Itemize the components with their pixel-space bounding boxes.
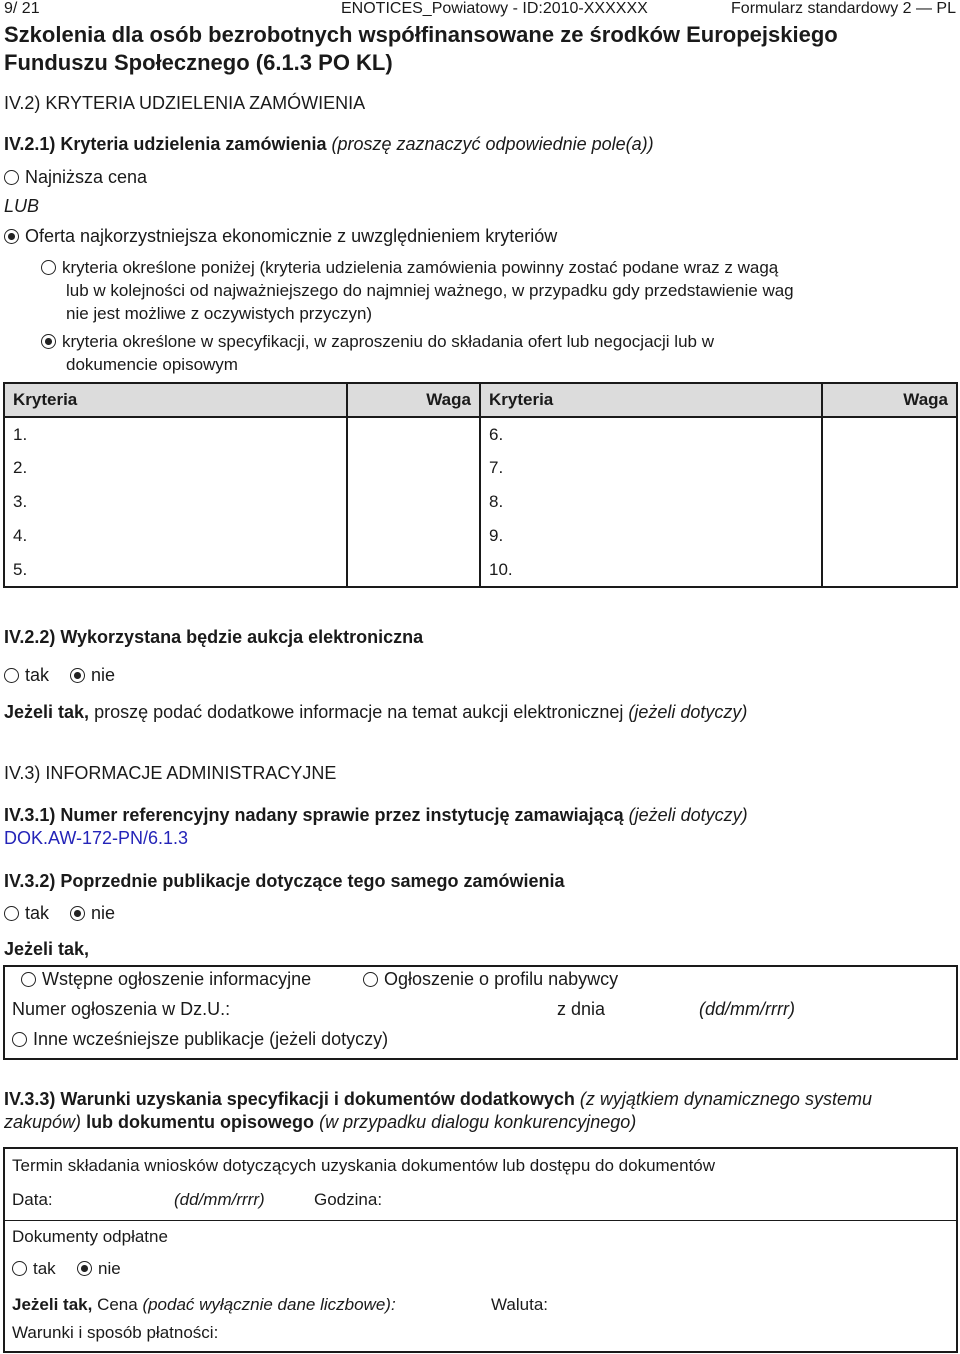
option-prior-information-label: Wstępne ogłoszenie informacyjne	[42, 969, 312, 989]
reference-number: DOK.AW-172-PN/6.1.3	[4, 828, 189, 848]
criteria-cell: 8.	[488, 492, 504, 511]
auction-ifyes-hint: (jeżeli dotyczy)	[628, 702, 748, 722]
criteria-cell: 3.	[4, 485, 347, 519]
option-criteria-below[interactable]	[41, 258, 778, 278]
subsection-iv33-title: IV.3.3) Warunki uzyskania specyfikacji i dokumentów dodatkowych	[4, 1089, 575, 1109]
auction-no[interactable]	[70, 665, 115, 686]
paid-no-label: nie	[98, 1259, 121, 1278]
criteria-header-1: Kryteria	[4, 383, 347, 417]
radio-meat[interactable]	[4, 229, 19, 244]
weight-cell[interactable]	[347, 553, 480, 587]
radio-criteria-below[interactable]	[41, 260, 56, 275]
criteria-cell: 2.	[4, 451, 347, 485]
subsection-iv21-hint: (proszę zaznaczyć odpowiednie pole(a))	[331, 134, 654, 154]
paid-yes-label: tak	[33, 1259, 56, 1278]
weight-cell[interactable]	[822, 485, 957, 519]
subsection-iv21	[4, 134, 654, 155]
weight-cell[interactable]	[822, 519, 957, 553]
auction-no-label: nie	[91, 665, 116, 685]
radio-prior-pub-no[interactable]	[70, 906, 85, 921]
deadline-date-format: (dd/mm/rrrr)	[174, 1190, 265, 1209]
price-label: Cena	[97, 1295, 138, 1314]
auction-yes-label: tak	[25, 665, 50, 685]
option-meat[interactable]	[4, 226, 557, 247]
table-row	[4, 417, 957, 451]
option-buyer-profile[interactable]	[363, 969, 618, 990]
document-title-line-2: Funduszu Społecznego (6.1.3 PO KL)	[4, 50, 393, 75]
option-prior-information[interactable]	[21, 969, 311, 990]
radio-auction-yes[interactable]	[4, 668, 19, 683]
section-heading-iv3: IV.3) INFORMACJE ADMINISTRACYJNE	[4, 763, 337, 783]
payment-terms-label: Warunki i sposób płatności:	[12, 1323, 219, 1342]
option-other-publications-label: Inne wcześniejsze publikacje (jeżeli dotyczy)	[33, 1029, 389, 1049]
option-other-publications[interactable]	[12, 1029, 388, 1050]
subsection-iv33-title-b: lub dokumentu opisowego	[86, 1112, 315, 1132]
option-buyer-profile-label: Ogłoszenie o profilu nabywcy	[384, 969, 619, 989]
radio-lowest-price[interactable]	[4, 170, 19, 185]
paid-no[interactable]	[77, 1259, 121, 1279]
criteria-cell: 7.	[488, 458, 504, 477]
auction-yes[interactable]	[4, 665, 49, 686]
deadline-label: Termin składania wniosków dotyczących uzyskania dokumentów lub dostępu do dokumentów	[12, 1156, 716, 1175]
criteria-spec-line-1: kryteria określone w specyfikacji, w zaproszeniu do składania ofert lub negocjacji lub w	[62, 332, 714, 351]
subsection-iv33-line-1	[4, 1089, 872, 1110]
prior-pub-no[interactable]	[70, 903, 115, 924]
prior-pub-ifyes: Jeżeli tak,	[4, 939, 90, 959]
subsection-iv33-hint-b: zakupów)	[4, 1112, 82, 1132]
weight-cell[interactable]	[822, 451, 957, 485]
document-title-line-1: Szkolenia dla osób bezrobotnych współfinansowane ze środków Europejskiego	[4, 22, 838, 47]
weight-cell[interactable]	[347, 485, 480, 519]
table-row	[4, 451, 957, 485]
weight-header-2: Waga	[822, 383, 957, 417]
table-row	[4, 485, 957, 519]
subsection-iv31	[4, 805, 748, 826]
section-heading-iv2: IV.2) KRYTERIA UDZIELENIA ZAMÓWIENIA	[4, 93, 366, 113]
prior-pub-yes[interactable]	[4, 903, 49, 924]
auction-ifyes	[4, 702, 747, 723]
oj-date-label: z dnia	[557, 999, 606, 1019]
subsection-iv31-hint: (jeżeli dotyczy)	[628, 805, 748, 825]
radio-prior-information[interactable]	[21, 972, 36, 987]
prior-pub-no-label: nie	[91, 903, 116, 923]
price-row	[12, 1295, 396, 1315]
or-label: LUB	[4, 196, 40, 216]
deadline-date-label: Data:	[12, 1190, 53, 1209]
criteria-cell: 6.	[488, 424, 504, 444]
radio-paid-no[interactable]	[77, 1261, 92, 1276]
option-lowest-price[interactable]	[4, 167, 147, 188]
paid-yes[interactable]	[12, 1259, 56, 1279]
subsection-iv33-hint-c: (w przypadku dialogu konkurencyjnego)	[319, 1112, 637, 1132]
radio-criteria-spec[interactable]	[41, 334, 56, 349]
weight-cell[interactable]	[347, 417, 480, 451]
page-number: 9/ 21	[4, 0, 40, 17]
subsection-iv21-title: IV.2.1) Kryteria udzielenia zamówienia	[4, 134, 327, 154]
oj-number-label: Numer ogłoszenia w Dz.U.:	[12, 999, 231, 1019]
criteria-header-2: Kryteria	[480, 383, 822, 417]
weight-cell[interactable]	[822, 417, 957, 451]
criteria-below-line-2: lub w kolejności od najważniejszego do najmniej ważnego, w przypadku gdy przedstawienie wag	[66, 281, 794, 300]
notice-id: ENOTICES_Powiatowy - ID:2010-XXXXXX	[341, 0, 648, 17]
criteria-cell: 1.	[4, 417, 347, 451]
radio-buyer-profile[interactable]	[363, 972, 378, 987]
radio-auction-no[interactable]	[70, 668, 85, 683]
criteria-cell: 4.	[4, 519, 347, 553]
prior-pub-yes-label: tak	[25, 903, 50, 923]
subsection-iv22: IV.2.2) Wykorzystana będzie aukcja elektroniczna	[4, 627, 424, 647]
deadline-time-label: Godzina:	[314, 1190, 383, 1209]
price-hint: (podać wyłącznie dane liczbowe):	[142, 1295, 396, 1314]
price-ifyes: Jeżeli tak,	[12, 1295, 93, 1314]
table-row	[4, 553, 957, 587]
criteria-table-header	[4, 383, 957, 417]
auction-ifyes-bold: Jeżeli tak,	[4, 702, 90, 722]
criteria-spec-line-2: dokumencie opisowym	[66, 355, 238, 374]
option-meat-label: Oferta najkorzystniejsza ekonomicznie z uwzględnieniem kryteriów	[25, 226, 558, 246]
criteria-below-line-3: nie jest możliwe z oczywistych przyczyn)	[66, 304, 373, 323]
weight-cell[interactable]	[347, 519, 480, 553]
criteria-cell: 10.	[480, 553, 822, 587]
radio-prior-pub-yes[interactable]	[4, 906, 19, 921]
auction-ifyes-text: proszę podać dodatkowe informacje na temat aukcji elektronicznej	[94, 702, 624, 722]
radio-paid-yes[interactable]	[12, 1261, 27, 1276]
criteria-table	[3, 382, 958, 588]
radio-other-publications[interactable]	[12, 1032, 27, 1047]
subsection-iv33-line-2	[4, 1112, 636, 1133]
criteria-cell: 5.	[4, 553, 347, 587]
paid-documents-label: Dokumenty odpłatne	[12, 1227, 168, 1246]
option-criteria-spec[interactable]	[41, 332, 714, 352]
subsection-iv31-title: IV.3.1) Numer referencyjny nadany sprawie przez instytucję zamawiającą	[4, 805, 624, 825]
subsection-iv33-hint-a: (z wyjątkiem dynamicznego systemu	[579, 1089, 872, 1109]
oj-date-format: (dd/mm/rrrr)	[699, 999, 795, 1019]
currency-label: Waluta:	[491, 1295, 549, 1314]
weight-header-1: Waga	[347, 383, 480, 417]
weight-cell[interactable]	[822, 553, 957, 587]
criteria-cell: 9.	[488, 526, 504, 545]
criteria-below-line-1: kryteria określone poniżej (kryteria udzielenia zamówienia powinny zostać podane wraz z wagą	[62, 258, 779, 277]
table-row	[4, 519, 957, 553]
option-lowest-price-label: Najniższa cena	[25, 167, 148, 187]
subsection-iv32: IV.3.2) Poprzednie publikacje dotyczące tego samego zamówienia	[4, 871, 565, 891]
form-type: Formularz standardowy 2 — PL	[731, 0, 956, 17]
weight-cell[interactable]	[347, 451, 480, 485]
documents-box-divider	[3, 1220, 958, 1221]
